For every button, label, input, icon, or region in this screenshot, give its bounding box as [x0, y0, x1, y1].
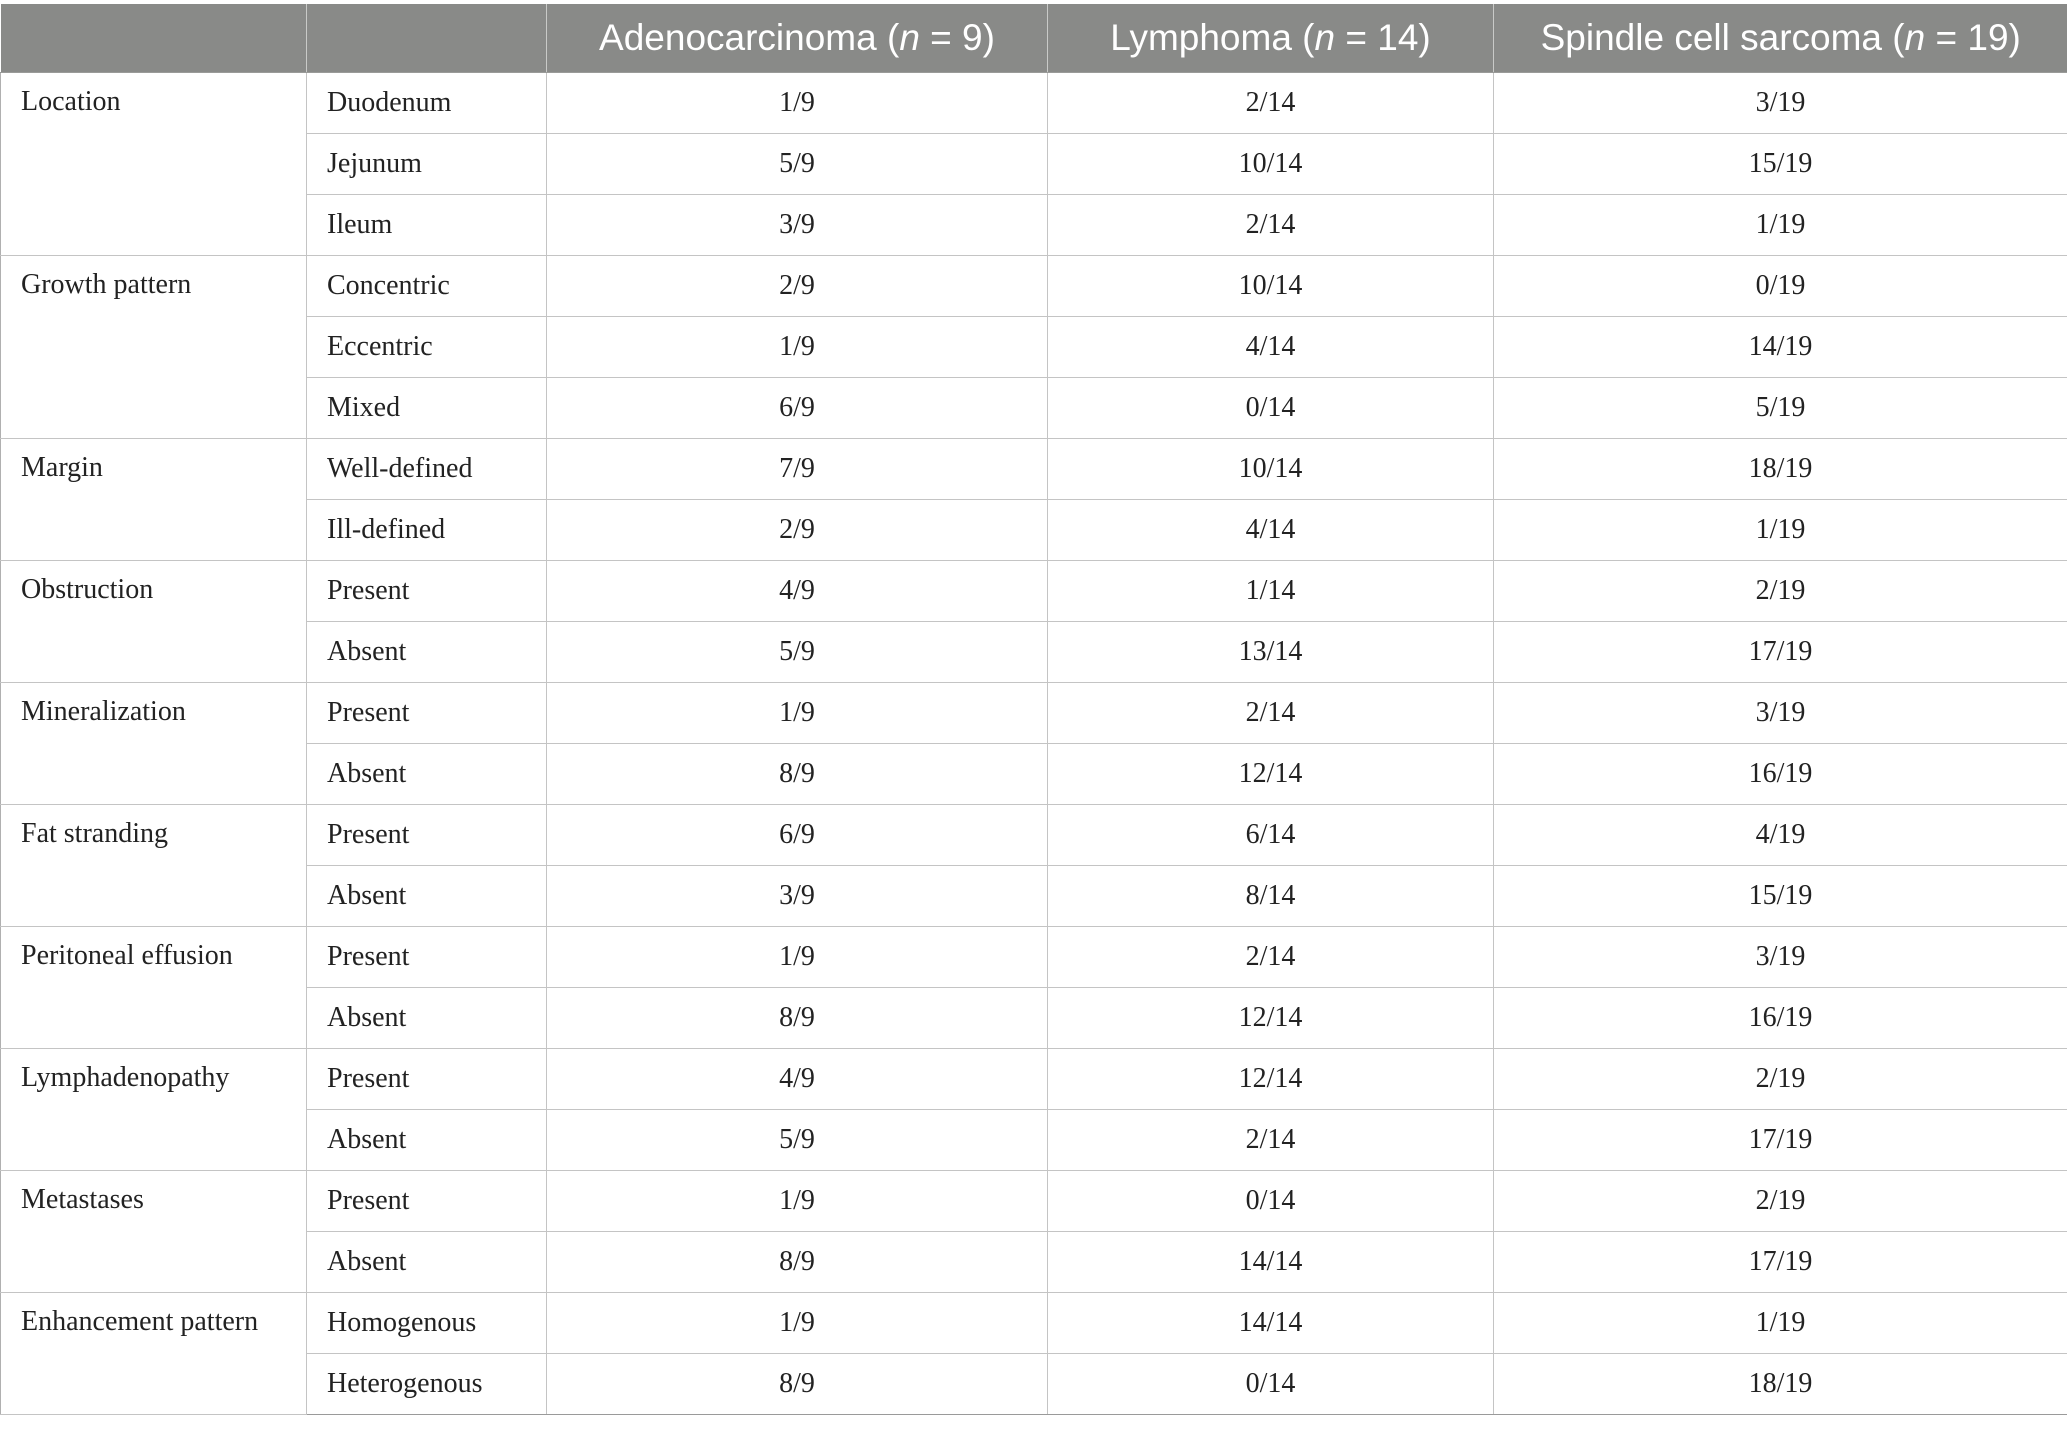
- header-adenocarcinoma: Adenocarcinoma (n = 9): [547, 4, 1048, 73]
- spindle-cell-sarcoma-value: 18/19: [1494, 1354, 2067, 1415]
- table-row: [1, 988, 2067, 1049]
- spindle-cell-sarcoma-value: 2/19: [1494, 561, 2067, 622]
- lymphoma-value: 2/14: [1048, 683, 1494, 744]
- lymphoma-value: 1/14: [1048, 561, 1494, 622]
- header-n-value: = 19: [1925, 17, 2009, 58]
- subcategory-label: Absent: [307, 744, 547, 805]
- subcategory-label: Absent: [307, 1110, 547, 1171]
- spindle-cell-sarcoma-value: 17/19: [1494, 1110, 2067, 1171]
- lymphoma-value: 14/14: [1048, 1232, 1494, 1293]
- spindle-cell-sarcoma-value: 1/19: [1494, 195, 2067, 256]
- lymphoma-value: 8/14: [1048, 866, 1494, 927]
- adenocarcinoma-value: 3/9: [547, 866, 1048, 927]
- spindle-cell-sarcoma-value: 0/19: [1494, 256, 2067, 317]
- adenocarcinoma-value: 1/9: [547, 1293, 1048, 1354]
- lymphoma-value: 0/14: [1048, 378, 1494, 439]
- subcategory-label: Present: [307, 1171, 547, 1232]
- header-group-name: Adenocarcinoma: [599, 17, 877, 58]
- spindle-cell-sarcoma-value: 15/19: [1494, 866, 2067, 927]
- adenocarcinoma-value: 4/9: [547, 561, 1048, 622]
- data-table: [0, 4, 2067, 1415]
- subcategory-label: Absent: [307, 622, 547, 683]
- subcategory-label: Eccentric: [307, 317, 547, 378]
- feature-label: Fat stranding: [1, 805, 307, 927]
- table-container: [0, 4, 2067, 1415]
- subcategory-label: Absent: [307, 866, 547, 927]
- table-row: [1, 683, 2067, 744]
- lymphoma-value: 2/14: [1048, 927, 1494, 988]
- table-row: [1, 622, 2067, 683]
- table-row: [1, 866, 2067, 927]
- spindle-cell-sarcoma-value: 1/19: [1494, 1293, 2067, 1354]
- table-row: [1, 744, 2067, 805]
- spindle-cell-sarcoma-value: 16/19: [1494, 988, 2067, 1049]
- table-row: [1, 500, 2067, 561]
- subcategory-label: Absent: [307, 988, 547, 1049]
- lymphoma-value: 10/14: [1048, 134, 1494, 195]
- header-row: [1, 4, 2067, 73]
- adenocarcinoma-value: 7/9: [547, 439, 1048, 500]
- feature-label: Location: [1, 73, 307, 256]
- lymphoma-value: 0/14: [1048, 1171, 1494, 1232]
- subcategory-label: Mixed: [307, 378, 547, 439]
- adenocarcinoma-value: 5/9: [547, 622, 1048, 683]
- feature-label: Enhancement pattern: [1, 1293, 307, 1415]
- table-row: [1, 134, 2067, 195]
- adenocarcinoma-value: 1/9: [547, 73, 1048, 134]
- table-row: [1, 73, 2067, 134]
- adenocarcinoma-value: 2/9: [547, 256, 1048, 317]
- feature-label: Peritoneal effusion: [1, 927, 307, 1049]
- subcategory-label: Concentric: [307, 256, 547, 317]
- table-row: [1, 927, 2067, 988]
- adenocarcinoma-value: 1/9: [547, 683, 1048, 744]
- adenocarcinoma-value: 6/9: [547, 378, 1048, 439]
- spindle-cell-sarcoma-value: 4/19: [1494, 805, 2067, 866]
- table-row: [1, 1171, 2067, 1232]
- subcategory-label: Present: [307, 561, 547, 622]
- feature-label: Growth pattern: [1, 256, 307, 439]
- lymphoma-value: 2/14: [1048, 195, 1494, 256]
- feature-label: Mineralization: [1, 683, 307, 805]
- spindle-cell-sarcoma-value: 18/19: [1494, 439, 2067, 500]
- table-row: [1, 561, 2067, 622]
- table-row: [1, 1354, 2067, 1415]
- header-blank-feature: [1, 4, 307, 73]
- table-row: [1, 1293, 2067, 1354]
- lymphoma-value: 10/14: [1048, 439, 1494, 500]
- feature-label: Lymphadenopathy: [1, 1049, 307, 1171]
- lymphoma-value: 14/14: [1048, 1293, 1494, 1354]
- adenocarcinoma-value: 3/9: [547, 195, 1048, 256]
- table-body: [1, 73, 2067, 1415]
- lymphoma-value: 2/14: [1048, 73, 1494, 134]
- adenocarcinoma-value: 4/9: [547, 1049, 1048, 1110]
- subcategory-label: Absent: [307, 1232, 547, 1293]
- subcategory-label: Duodenum: [307, 73, 547, 134]
- header-n-value: = 9: [919, 17, 983, 58]
- table-header: [1, 4, 2067, 73]
- table-row: [1, 1110, 2067, 1171]
- table-row: [1, 439, 2067, 500]
- header-group-name: Lymphoma: [1110, 17, 1292, 58]
- adenocarcinoma-value: 8/9: [547, 1354, 1048, 1415]
- table-row: [1, 256, 2067, 317]
- spindle-cell-sarcoma-value: 16/19: [1494, 744, 2067, 805]
- lymphoma-value: 12/14: [1048, 1049, 1494, 1110]
- adenocarcinoma-value: 5/9: [547, 1110, 1048, 1171]
- adenocarcinoma-value: 8/9: [547, 1232, 1048, 1293]
- table-row: [1, 1232, 2067, 1293]
- subcategory-label: Well-defined: [307, 439, 547, 500]
- adenocarcinoma-value: 8/9: [547, 988, 1048, 1049]
- header-n-value: = 14: [1335, 17, 1419, 58]
- feature-label: Margin: [1, 439, 307, 561]
- adenocarcinoma-value: 1/9: [547, 927, 1048, 988]
- header-spindle-cell-sarcoma: Spindle cell sarcoma (n = 19): [1494, 4, 2067, 73]
- subcategory-label: Present: [307, 1049, 547, 1110]
- subcategory-label: Heterogenous: [307, 1354, 547, 1415]
- subcategory-label: Ill-defined: [307, 500, 547, 561]
- lymphoma-value: 4/14: [1048, 500, 1494, 561]
- header-lymphoma: Lymphoma (n = 14): [1048, 4, 1494, 73]
- adenocarcinoma-value: 5/9: [547, 134, 1048, 195]
- header-blank-subcategory: [307, 4, 547, 73]
- header-n-label: n: [1904, 17, 1926, 58]
- header-n-label: n: [899, 17, 920, 58]
- table-row: [1, 805, 2067, 866]
- spindle-cell-sarcoma-value: 1/19: [1494, 500, 2067, 561]
- feature-label: Obstruction: [1, 561, 307, 683]
- subcategory-label: Present: [307, 805, 547, 866]
- lymphoma-value: 0/14: [1048, 1354, 1494, 1415]
- subcategory-label: Homogenous: [307, 1293, 547, 1354]
- table-row: [1, 195, 2067, 256]
- subcategory-label: Present: [307, 927, 547, 988]
- spindle-cell-sarcoma-value: 3/19: [1494, 683, 2067, 744]
- spindle-cell-sarcoma-value: 3/19: [1494, 73, 2067, 134]
- spindle-cell-sarcoma-value: 17/19: [1494, 622, 2067, 683]
- spindle-cell-sarcoma-value: 17/19: [1494, 1232, 2067, 1293]
- header-group-name: Spindle cell sarcoma: [1540, 17, 1883, 58]
- adenocarcinoma-value: 6/9: [547, 805, 1048, 866]
- subcategory-label: Present: [307, 683, 547, 744]
- subcategory-label: Jejunum: [307, 134, 547, 195]
- spindle-cell-sarcoma-value: 15/19: [1494, 134, 2067, 195]
- table-row: [1, 1049, 2067, 1110]
- lymphoma-value: 12/14: [1048, 744, 1494, 805]
- lymphoma-value: 2/14: [1048, 1110, 1494, 1171]
- table-row: [1, 317, 2067, 378]
- subcategory-label: Ileum: [307, 195, 547, 256]
- lymphoma-value: 10/14: [1048, 256, 1494, 317]
- table-row: [1, 378, 2067, 439]
- spindle-cell-sarcoma-value: 2/19: [1494, 1049, 2067, 1110]
- lymphoma-value: 13/14: [1048, 622, 1494, 683]
- feature-label: Metastases: [1, 1171, 307, 1293]
- spindle-cell-sarcoma-value: 2/19: [1494, 1171, 2067, 1232]
- lymphoma-value: 12/14: [1048, 988, 1494, 1049]
- lymphoma-value: 4/14: [1048, 317, 1494, 378]
- adenocarcinoma-value: 8/9: [547, 744, 1048, 805]
- header-n-label: n: [1314, 17, 1336, 58]
- spindle-cell-sarcoma-value: 14/19: [1494, 317, 2067, 378]
- spindle-cell-sarcoma-value: 5/19: [1494, 378, 2067, 439]
- adenocarcinoma-value: 1/9: [547, 1171, 1048, 1232]
- adenocarcinoma-value: 2/9: [547, 500, 1048, 561]
- adenocarcinoma-value: 1/9: [547, 317, 1048, 378]
- spindle-cell-sarcoma-value: 3/19: [1494, 927, 2067, 988]
- lymphoma-value: 6/14: [1048, 805, 1494, 866]
